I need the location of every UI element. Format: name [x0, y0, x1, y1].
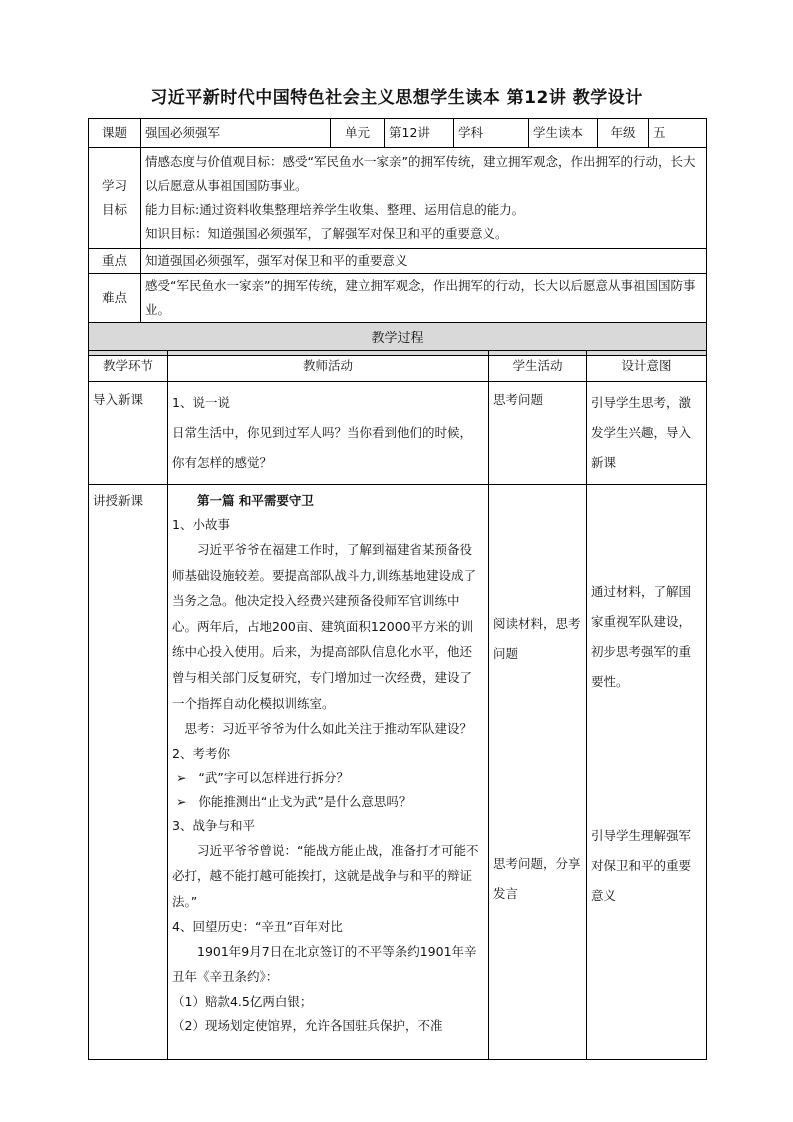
- quiz-item-2: [172, 790, 484, 814]
- col-student: 学生活动: [489, 351, 587, 382]
- bullet-arrow-icon: ➢: [176, 793, 187, 809]
- col-stage: 教学环节: [89, 351, 168, 382]
- goals-row: [89, 148, 707, 249]
- goals-label-line1: 学习: [101, 178, 127, 193]
- process-heading: 教学过程: [89, 323, 707, 356]
- history-item-1: （1）赔款4.5亿两白银；: [172, 993, 313, 1009]
- intro-student: 思考问题: [489, 382, 587, 485]
- story-text: 习近平爷爷在福建工作时，了解到福建省某预备役师基础设施较差。要提高部队战斗力,训练基地建设成了当务之急。他决定投入经费兴建预备役师军官训练中心。两年后，占地200亩、建筑面积12000平方米的训练中心投入使用。后来，为提高部队信息化水平，他还曾与相关部门反复研究，专门增加过一次经费，建设了一个指挥自动化模拟训练室。: [172, 542, 476, 711]
- info-table: [88, 118, 707, 356]
- difficulty-row: [89, 274, 707, 323]
- unit-value: 第12讲: [385, 119, 454, 148]
- lesson-student: [489, 485, 587, 1060]
- goals-label: [89, 148, 141, 249]
- quiz-title: 2、考考你: [172, 745, 230, 761]
- topic-label: 课题: [89, 119, 141, 148]
- bullet-arrow-icon: ➢: [176, 769, 187, 785]
- subject-value: 学生读本: [529, 119, 598, 148]
- quiz-item-1-text: “武”字可以怎样进行拆分？: [198, 769, 349, 785]
- history-text: 1901年9月7日在北京签订的不平等条约1901年辛丑年《辛丑条约》：: [172, 943, 477, 985]
- grade-value: 五: [649, 119, 707, 148]
- intro-row: [89, 382, 707, 485]
- process-columns-row: [89, 351, 707, 382]
- topic-value: 强国必须强军: [141, 119, 331, 148]
- lesson-student-2: 思考问题，分享发言: [493, 856, 581, 901]
- lesson-intent-2: 引导学生理解强军对保卫和平的重要意义: [591, 828, 692, 903]
- grade-label: 年级: [598, 119, 649, 148]
- key-point-label: 重点: [89, 249, 141, 274]
- page-title: 习近平新时代中国特色社会主义思想学生读本 第12讲 教学设计: [150, 88, 643, 108]
- goal-knowledge: 知识目标：知道强国必须强军，了解强军对保卫和平的重要意义。: [145, 226, 508, 241]
- col-teacher: 教师活动: [168, 351, 489, 382]
- lesson-row: [89, 485, 707, 1060]
- difficulty-text: 感受“军民鱼水一家亲”的拥军传统，建立拥军观念，作出拥军的行动，长大以后愿意从事祖国国防事业。: [141, 274, 707, 323]
- lesson-intent-1: 通过材料，了解国家重视军队建设，初步思考强军的重要性。: [591, 584, 692, 689]
- subject-label: 学科: [454, 119, 529, 148]
- story-title: 1、小故事: [172, 517, 230, 532]
- history-item-2: （2）现场划定使馆界，允许各国驻兵保护，不准: [172, 1017, 443, 1033]
- section-title: 第一篇 和平需要守卫: [197, 493, 314, 508]
- unit-label: 单元: [331, 119, 385, 148]
- war-peace-title: 3、战争与和平: [172, 817, 255, 833]
- goal-ability: 能力目标:通过资料收集整理培养学生收集、整理、运用信息的能力。: [145, 202, 525, 217]
- intro-teacher: [168, 382, 489, 485]
- intro-teacher-title: 1、说一说: [172, 395, 230, 410]
- lesson-student-1: 阅读材料，思考问题: [493, 616, 581, 661]
- goals-label-line2: 目标: [101, 202, 127, 217]
- story-think: 思考：习近平爷爷为什么如此关注于推动军队建设？: [184, 721, 473, 737]
- info-row: [89, 119, 707, 148]
- key-point-row: [89, 249, 707, 274]
- lesson-teacher: [168, 485, 489, 1060]
- lesson-intent: [587, 485, 707, 1060]
- history-title: 4、回望历史：“辛丑”百年对比: [172, 918, 343, 934]
- quiz-item-1: [172, 766, 484, 790]
- war-peace-text: 习近平爷爷曾说：“能战方能止战，准备打才可能不必打，越不能打越可能挨打，这就是战争与和平的辩证法。”: [172, 842, 479, 909]
- process-table: [88, 350, 707, 1060]
- lesson-stage: 讲授新课: [89, 485, 168, 1060]
- key-point-text: 知道强国必须强军，强军对保卫和平的重要意义: [141, 249, 707, 274]
- intro-stage: 导入新课: [89, 382, 168, 485]
- difficulty-label: 难点: [89, 274, 141, 323]
- intro-teacher-text: 日常生活中，你见到过军人吗？当你看到他们的时候，你有怎样的感觉？: [172, 425, 473, 470]
- goal-emotion: 情感态度与价值观目标：感受“军民鱼水一家亲”的拥军传统，建立拥军观念，作出拥军的行动，长大以后愿意从事祖国国防事业。: [145, 154, 696, 193]
- intro-intent: 引导学生思考，激发学生兴趣，导入新课: [587, 382, 707, 485]
- goals-content: [141, 148, 707, 249]
- col-intent: 设计意图: [587, 351, 707, 382]
- quiz-item-2-text: 你能推测出“止戈为武”是什么意思吗？: [198, 793, 412, 809]
